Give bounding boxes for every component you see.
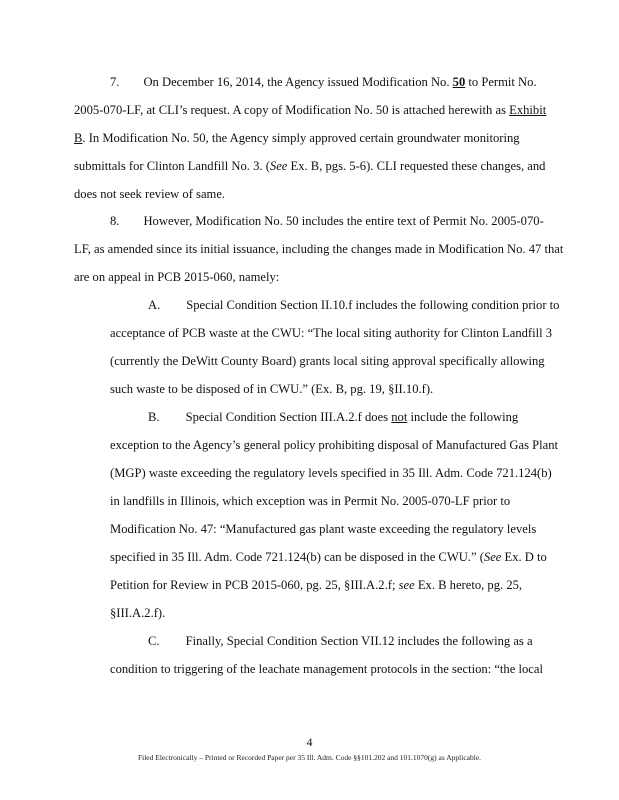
item-a-line-2: acceptance of PCB waste at the CWU: “The local siting authority for Clinton Landfill 3 (110, 326, 553, 340)
paragraph-8-number: 8. (110, 214, 120, 228)
modification-number-emphasis: 50 (452, 75, 466, 89)
paragraph-7-line-5: does not seek review of same. (74, 187, 226, 201)
paragraph-7-line-2: 2005-070-LF, at CLI’s request. A copy of Modification No. 50 is attached herewith as Exhibit (74, 103, 547, 117)
item-b-line-4: in landfills in Illinois, which exception was in Permit No. 2005-070-LF prior to (110, 494, 511, 508)
exhibit-reference: Exhibit (509, 103, 547, 117)
item-b-line-8: §III.A.2.f). (110, 606, 166, 620)
item-b-line-2: exception to the Agency’s general policy prohibiting disposal of Manufactured Gas Plant (110, 438, 559, 452)
item-c-line-1: C. Finally, Special Condition Section VII.12 includes the following as a (148, 634, 533, 648)
item-b-label: B. (148, 410, 160, 424)
item-b-line-3: (MGP) waste exceeding the regulatory levels specified in 35 Ill. Adm. Code 721.124(b) (110, 466, 552, 480)
page-number: 4 (306, 735, 313, 749)
item-a-line-3: (currently the DeWitt County Board) grants local siting approval specifically allowing (110, 354, 545, 368)
item-a-label: A. (148, 298, 161, 312)
item-c-line-2: condition to triggering of the leachate management protocols in the section: “the local (110, 662, 543, 676)
paragraph-8-line-2: LF, as amended since its initial issuance, including the changes made in Modification No. 47 that (74, 242, 564, 256)
paragraph-7-line-1: 7. On December 16, 2014, the Agency issued Modification No. 50 to Permit No. (110, 75, 537, 89)
item-b-line-7: Petition for Review in PCB 2015-060, pg. 25, §III.A.2.f; see Ex. B hereto, pg. 25, (110, 578, 523, 592)
paragraph-8-line-1: 8. However, Modification No. 50 includes the entire text of Permit No. 2005-070- (110, 214, 544, 228)
item-c-label: C. (148, 634, 160, 648)
item-a-line-1: A. Special Condition Section II.10.f includes the following condition prior to (148, 298, 560, 312)
item-a-line-4: such waste to be disposed of in CWU.” (Ex. B, pg. 19, §II.10.f). (110, 382, 434, 396)
paragraph-8-line-3: are on appeal in PCB 2015-060, namely: (74, 270, 280, 284)
item-b-line-5: Modification No. 47: “Manufactured gas plant waste exceeding the regulatory levels (110, 522, 537, 536)
item-b-line-6: specified in 35 Ill. Adm. Code 721.124(b) can be disposed in the CWU.” (See Ex. D to (110, 550, 547, 564)
paragraph-7-line-4: submittals for Clinton Landfill No. 3. (See Ex. B, pgs. 5-6). CLI requested these changes, and (74, 159, 546, 173)
item-b-line-1: B. Special Condition Section III.A.2.f does not include the following (148, 410, 519, 424)
paragraph-7-line-3: B. In Modification No. 50, the Agency simply approved certain groundwater monitoring (74, 131, 520, 145)
filing-footer: Filed Electronically – Printed or Recorded Paper per 35 Ill. Adm. Code §§101.202 and 101.1070(g) as Applicable. (137, 753, 482, 762)
paragraph-7-number: 7. (110, 75, 120, 89)
